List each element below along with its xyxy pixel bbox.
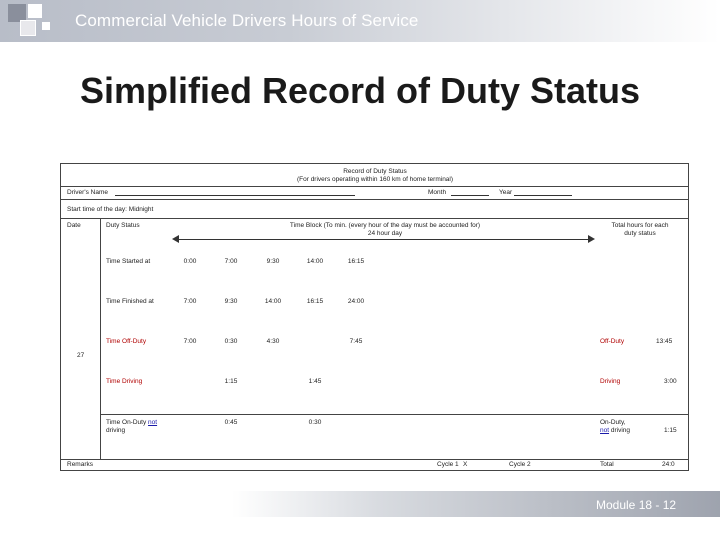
- month-field: [451, 195, 489, 196]
- time-span-arrow: [178, 239, 590, 240]
- on-duty-value: 0:45: [224, 419, 238, 426]
- driving-total-label: Driving: [600, 378, 621, 385]
- col-duty-status: Duty Status: [106, 222, 140, 229]
- total-hours-line1: Total hours for each: [611, 222, 669, 229]
- header-title: Commercial Vehicle Drivers Hours of Service: [75, 11, 419, 30]
- arrow-left-icon: [172, 235, 179, 243]
- started-value: 7:00: [224, 258, 238, 265]
- finished-value: 14:00: [264, 298, 282, 305]
- off-duty-total: 13:45: [656, 338, 673, 345]
- logo-square-white: [28, 4, 42, 18]
- driver-name-label: Driver's Name: [67, 189, 108, 196]
- driver-name-field: [115, 195, 355, 196]
- started-value: 9:30: [266, 258, 280, 265]
- on-duty-total-label-line2: [600, 427, 630, 435]
- started-value: 16:15: [347, 258, 365, 265]
- off-duty-value: 7:00: [183, 338, 197, 345]
- on-duty-label-suffix: driving: [106, 427, 126, 434]
- time-block-line2: 24 hour day: [367, 230, 403, 237]
- month-label: Month: [428, 189, 447, 196]
- on-duty-total-label-suffix: driving: [610, 427, 631, 434]
- cycle2-label: Cycle 2: [509, 461, 531, 468]
- col-date: Date: [67, 222, 81, 229]
- on-duty-value: 0:30: [308, 419, 322, 426]
- row-finished-label: Time Finished at: [106, 298, 154, 305]
- cycle1-label: Cycle 1: [437, 461, 459, 468]
- finished-value: 7:00: [183, 298, 197, 305]
- started-value: 14:00: [306, 258, 324, 265]
- date-value: 27: [77, 352, 85, 359]
- form-heading-line2: (For drivers operating within 160 km of home terminal): [296, 176, 454, 183]
- year-field: [514, 195, 572, 196]
- row-off-duty-label: Time Off-Duty: [106, 338, 147, 345]
- row-driving-label: Time Driving: [106, 378, 143, 385]
- total-value: 24:0: [662, 461, 675, 468]
- form-divider: [60, 218, 689, 219]
- on-duty-total: 1:15: [664, 427, 677, 434]
- arrow-right-icon: [588, 235, 595, 243]
- time-block-line1: Time Block (To min. (every hour of the day must be accounted for): [289, 222, 481, 229]
- year-label: Year: [499, 189, 513, 196]
- off-duty-value: 0:30: [224, 338, 238, 345]
- finished-value: 9:30: [224, 298, 238, 305]
- row-started-label: Time Started at: [106, 258, 151, 265]
- finished-value: 24:00: [347, 298, 365, 305]
- finished-value: 16:15: [306, 298, 324, 305]
- off-duty-value: 7:45: [349, 338, 363, 345]
- logo-square-small: [42, 22, 50, 30]
- driving-value: 1:45: [308, 378, 322, 385]
- total-label: Total: [600, 461, 614, 468]
- off-duty-value: 4:30: [266, 338, 280, 345]
- on-duty-label-prefix: Time On-Duty: [106, 419, 147, 426]
- off-duty-total-label: Off-Duty: [600, 338, 625, 345]
- form-divider: [100, 414, 689, 415]
- form-heading-line1: Record of Duty Status: [343, 168, 407, 175]
- footer-page-label: Module 18 - 12: [596, 498, 677, 512]
- form-divider: [100, 218, 101, 459]
- form-divider: [60, 186, 689, 187]
- cycle1-mark: X: [463, 461, 468, 468]
- remarks-label: Remarks: [67, 461, 94, 468]
- on-duty-total-label-prefix: On-Duty,: [600, 419, 626, 426]
- form-divider: [60, 199, 689, 200]
- driving-value: 1:15: [224, 378, 238, 385]
- logo-square-light: [20, 20, 36, 36]
- form-divider: [60, 459, 689, 460]
- driving-total: 3:00: [664, 378, 677, 385]
- total-hours-line2: duty status: [624, 230, 656, 237]
- on-duty-total-label-not: not: [600, 427, 610, 434]
- started-value: 0:00: [183, 258, 197, 265]
- row-on-duty-label: [106, 419, 157, 427]
- on-duty-label-not: not: [148, 419, 158, 426]
- start-time-label: Start time of the day: Midnight: [67, 206, 154, 213]
- slide-title: Simplified Record of Duty Status: [79, 70, 641, 111]
